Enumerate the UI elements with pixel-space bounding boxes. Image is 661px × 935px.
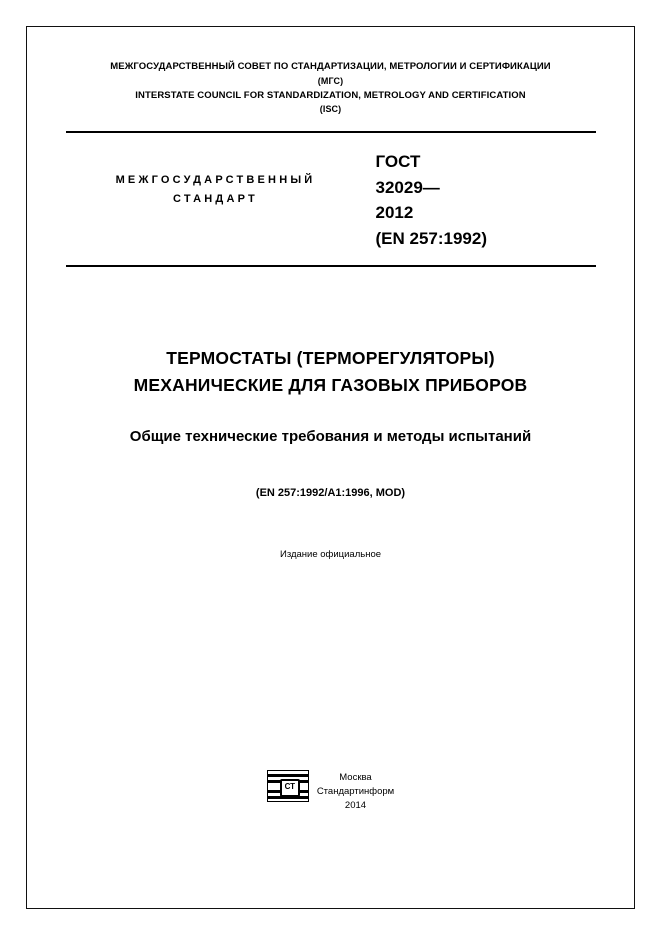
council-line-ru: МЕЖГОСУДАРСТВЕННЫЙ СОВЕТ ПО СТАНДАРТИЗАЦИИ, МЕТРОЛОГИИ И СЕРТИФИКАЦИИ bbox=[110, 61, 551, 72]
page-content bbox=[48, 60, 613, 560]
standard-number-prefix: ГОСТ bbox=[375, 152, 421, 172]
publisher-text bbox=[317, 770, 394, 812]
divider-bottom bbox=[66, 265, 596, 267]
equivalence-note: (EN 257:1992/A1:1996, MOD) bbox=[255, 486, 406, 499]
council-abbr-ru: (МГС) bbox=[317, 75, 344, 86]
standard-number-value: 32029— bbox=[375, 177, 440, 197]
standard-number-reference: (EN 257:1992) bbox=[375, 228, 488, 248]
publisher-city: Москва bbox=[339, 772, 372, 783]
council-header bbox=[48, 60, 613, 117]
council-line-en: INTERSTATE COUNCIL FOR STANDARDIZATION, METROLOGY AND CERTIFICATION bbox=[135, 89, 526, 101]
council-abbr-en: (ISC) bbox=[319, 104, 342, 115]
publisher-name: Стандартинформ bbox=[316, 785, 395, 797]
page-title-line1: ТЕРМОСТАТЫ (ТЕРМОРЕГУЛЯТОРЫ) bbox=[166, 348, 495, 369]
standard-type bbox=[66, 149, 366, 208]
edition-note: Издание официальное bbox=[279, 548, 382, 560]
page-title bbox=[48, 345, 613, 398]
standard-number-year: 2012 bbox=[375, 203, 414, 223]
page-subtitle: Общие технические требования и методы испытаний bbox=[129, 427, 532, 445]
standard-number bbox=[366, 149, 596, 251]
standard-designation-band bbox=[66, 133, 596, 265]
publisher-year: 2014 bbox=[344, 799, 367, 811]
standard-type-line1: МЕЖГОСУДАРСТВЕННЫЙ bbox=[115, 174, 316, 187]
standard-type-line2: СТАНДАРТ bbox=[173, 193, 258, 205]
page-title-line2: МЕХАНИЧЕСКИЕ ДЛЯ ГАЗОВЫХ ПРИБОРОВ bbox=[133, 374, 528, 395]
logo-monogram: СТ bbox=[280, 779, 300, 797]
publisher-block bbox=[0, 770, 661, 812]
standartinform-logo-icon bbox=[267, 770, 309, 802]
